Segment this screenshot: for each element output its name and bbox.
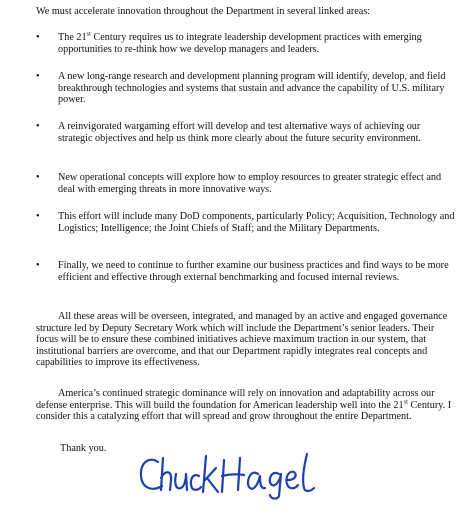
sign-off: Thank you. [60,443,107,454]
list-item-text-end: Century requires us to integrate leadership development practices with emerging opportunities to re-think how we develop managers and leaders. [58,32,422,55]
ordinal-superscript: st [86,30,91,38]
list-item-text: A reinvigorated wargaming effort will develop and test alternative ways of achieving our strategic objectives and help us think more clearly about the future security environment. [58,121,421,144]
bullet-icon: • [36,211,40,222]
bullet-icon: • [36,71,40,82]
bullet-icon: • [36,172,40,183]
governance-paragraph: All these areas will be overseen, integrated, and managed by an active and engaged governance structure led by Deputy Secretary Work which will include the Department’s senior leaders. Their focus will be to ensure these combined initiatives achieve maximum traction in our system, that institutional barriers are overcome, and that our Department rapidly integrates real concepts and capabilities to improve its effectiveness. [36,311,448,369]
handwritten-signature [136,448,316,500]
bullet-icon: • [36,121,40,132]
list-item-text: Finally, we need to continue to further examine our business practices and find ways to be more efficient and effective through external benchmarking and focused internal reviews. [58,260,449,283]
closing-paragraph [36,388,456,423]
list-item-text: A new long-range research and development planning program will identify, develop, and field breakthrough technologies and systems that sustain and advance the capability of U.S. military power. [58,71,446,106]
closing-paragraph-start: America’s continued strategic dominance will rely on innovation and adaptability across our defense enterprise. This will build the foundation for American leadership well into the 21 [36,388,435,411]
list-item-text: This effort will include many DoD components, particularly Policy; Acquisition, Technology and Logistics; Intelligence; the Joint Chiefs of Staff; and the Military Departments. [58,211,455,234]
closing-paragraph-end: Century. I consider this a catalyzing effort that will spread and grow throughout the entire Department. [36,399,452,423]
ordinal-superscript: st [403,398,408,406]
list-item-text: New operational concepts will explore how to employ resources to greater strategic effect and deal with emerging threats in more innovative ways. [58,172,442,195]
intro-paragraph: We must accelerate innovation throughout the Department in several linked areas: [36,6,371,17]
list-item-text-start: The 21 [58,32,87,43]
bullet-icon: • [36,260,40,271]
bullet-icon: • [36,32,40,43]
list-item-text [58,32,456,55]
